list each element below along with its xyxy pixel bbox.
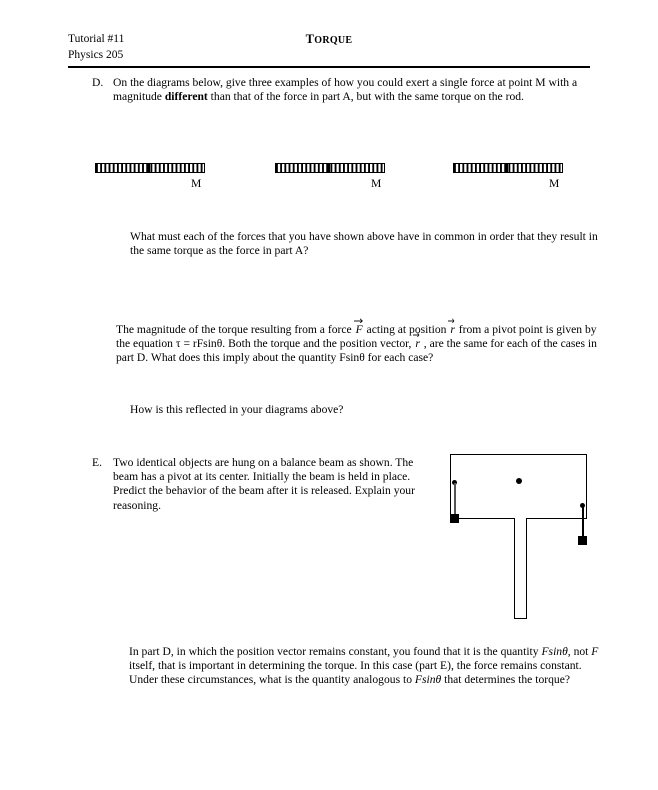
header-divider-rule	[68, 66, 590, 68]
rod-3	[453, 163, 563, 173]
item-d-bold-word: different	[164, 90, 208, 104]
q4-text-3: itself, that is important in determining the torque. In this case (part E), the force remains constant. Under these circumstances, what is the quantity analogous to	[129, 659, 582, 687]
q2-vec-r-letter: r	[450, 323, 455, 336]
question-common-forces: What must each of the forces that you have shown above have in common in order that they result in the same torque as the force in part A?	[130, 230, 598, 258]
q2-vec-f-letter: F	[355, 323, 363, 336]
item-d-text-before: On the diagrams below, give three examples of how you could exert a single force at point M with a magnitude	[113, 76, 578, 104]
question-torque-equation	[116, 323, 598, 366]
q4-italic-fsintheta-1: Fsinθ	[541, 645, 568, 658]
rod-1	[95, 163, 205, 173]
page-title-cap: T	[305, 32, 315, 46]
q4-text-1: In part D, in which the position vector remains constant, you found that it is the quantity	[129, 645, 542, 658]
right-hanging-string	[582, 506, 584, 538]
item-d-letter: D.	[92, 76, 104, 89]
q2-text-1: The magnitude of the torque resulting from a force	[116, 323, 355, 336]
right-hanging-mass	[578, 536, 587, 545]
question-analogous-quantity	[129, 645, 599, 688]
beam-center-pivot-dot	[516, 478, 522, 484]
q2-text-3: from a pivot point is given by the equation τ = rFsinθ. Both the torque and the position vector,	[116, 323, 597, 351]
question-reflected-diagrams: How is this reflected in your diagrams above?	[130, 403, 344, 416]
rod-2	[275, 163, 385, 173]
left-hanging-string	[454, 483, 456, 517]
item-e-letter: E.	[92, 456, 102, 469]
rod-2-hatch	[276, 164, 384, 172]
rod-1-hatch	[96, 164, 204, 172]
rod-3-label-m: M	[549, 177, 560, 190]
vector-f-symbol	[355, 323, 364, 337]
q2-text-4: , are the same for each of the cases in part D. What does this imply about the quantity Fsinθ for each case?	[116, 337, 597, 365]
page-title-smallcaps: ORQUE	[314, 35, 353, 46]
rod-diagram-2	[275, 163, 415, 198]
rod-1-label-m: M	[191, 177, 202, 190]
q4-italic-fsintheta-2: Fsinθ	[414, 673, 442, 687]
rod-3-hatch	[454, 164, 562, 172]
balance-beam-bar	[450, 454, 587, 519]
vector-r-symbol	[449, 323, 456, 337]
page-title	[68, 31, 590, 49]
tutorial-number: Tutorial #11	[68, 33, 125, 45]
q2-text-2: acting at position	[363, 323, 450, 336]
left-hanging-mass	[450, 514, 459, 523]
vector-r-symbol-2	[414, 337, 421, 351]
rod-1-midmark	[148, 164, 150, 172]
q4-italic-f: F	[591, 645, 599, 658]
item-d-text-after: than that of the force in part A, but with the same torque on the rod.	[207, 90, 524, 104]
item-e-text: Two identical objects are hung on a balance beam as shown. The beam has a pivot at its center. Initially the beam is held in place. Predict the behavior of the beam after it is released. Explain your reasoning.	[113, 456, 415, 512]
course-number: Physics 205	[68, 49, 124, 61]
q4-text-4: that determines the torque?	[441, 673, 570, 687]
item-d-text	[113, 76, 588, 104]
page-header	[68, 31, 590, 65]
q2-vec-r2-letter: r	[415, 337, 420, 351]
q4-text-2: , not	[567, 645, 592, 658]
balance-beam-support-post	[514, 518, 527, 619]
balance-beam-diagram	[448, 452, 598, 622]
rod-diagram-1	[95, 163, 235, 198]
rod-2-midmark	[328, 164, 330, 172]
rod-2-label-m: M	[371, 177, 382, 190]
rod-diagram-3	[453, 163, 593, 198]
rod-3-midmark	[506, 164, 508, 172]
